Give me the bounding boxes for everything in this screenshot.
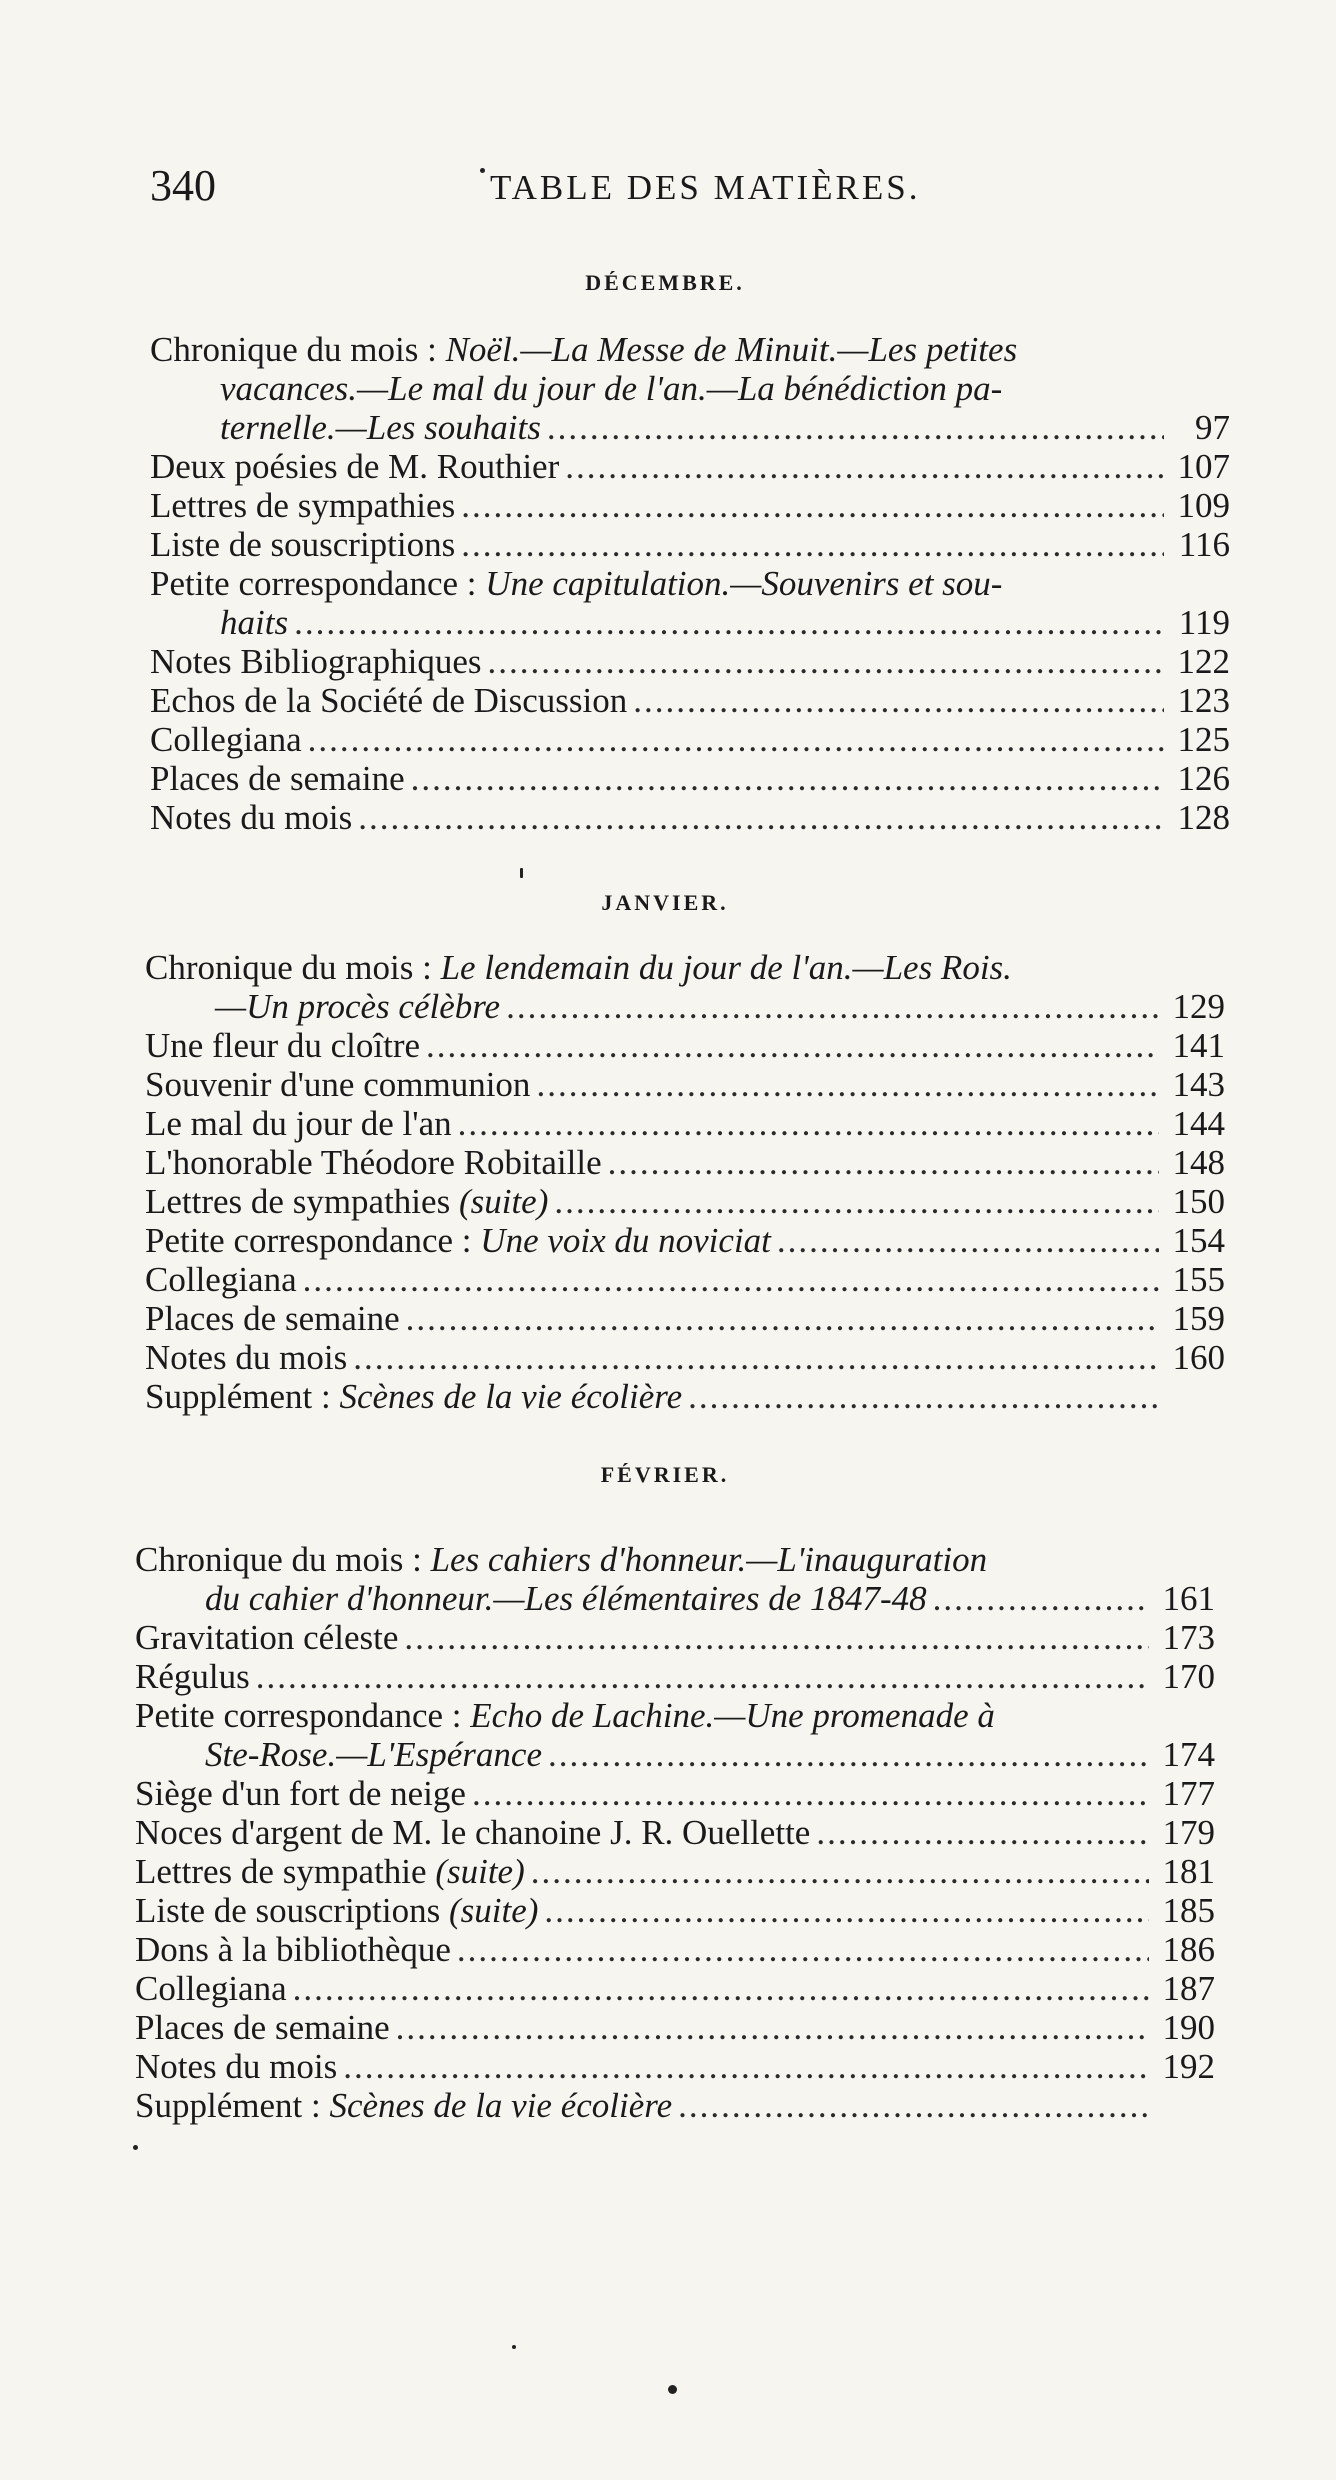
entry-subject: Une capitulation.—Souvenirs et sou- [485,564,1003,603]
entry-subject: Ste-Rose.—L'Espérance [205,1735,542,1774]
entry-label [150,798,352,837]
entry-page-number: 187 [1162,1969,1215,2008]
entry-label [145,1338,347,1377]
leader-dots [688,1377,1159,1416]
entry-subject: Echo de Lachine.—Une promenade à [470,1696,995,1735]
leader-dots [554,1182,1159,1221]
toc-entry [135,1969,1215,2008]
ink-speck [480,168,485,173]
entry-subject: (suite) [449,1891,539,1930]
entry-label [145,1026,420,1065]
toc-entry-continuation [135,1579,1215,1618]
entry-subject: du cahier d'honneur.—Les élémentaires de 1847-48 [205,1579,927,1618]
toc-entry [135,2086,1215,2125]
entry-page-number: 185 [1162,1891,1215,1930]
entry-label [135,1852,525,1891]
toc-entry [145,1104,1225,1143]
leader-dots [531,1852,1149,1891]
entry-subject: (suite) [458,1182,549,1221]
leader-dots [308,720,1164,759]
entry-page-number: 143 [1172,1065,1225,1104]
ink-speck [668,2385,677,2394]
toc-entry [135,2008,1215,2047]
entry-lead: Places de semaine [145,1299,400,1338]
toc-entry [150,642,1230,681]
entry-label [150,759,405,798]
toc-entry [150,564,1230,603]
toc-entry [150,798,1230,837]
toc-entry [145,1299,1225,1338]
toc-entry [145,1338,1225,1377]
entry-label [150,642,482,681]
entry-lead: L'honorable Théodore Robitaille [145,1143,602,1182]
leader-dots [777,1221,1159,1260]
entry-lead: Places de semaine [135,2008,390,2047]
leader-dots [544,1891,1149,1930]
entry-subject: Scènes de la vie écolière [329,2086,673,2125]
page-header [150,160,1230,220]
toc-entry [145,1260,1225,1299]
entry-lead: Deux poésies de M. Routhier [150,447,560,486]
leader-dots [406,1299,1159,1338]
section-heading-janvier: JANVIER. [601,890,729,915]
toc-decembre [150,330,1230,837]
entry-label [135,1930,451,1969]
entry-label [145,1260,297,1299]
entry-page-number: 125 [1177,720,1230,759]
toc-fevrier [135,1540,1215,2125]
entry-lead: Supplément : [135,2086,330,2125]
entry-page-number: 126 [1177,759,1230,798]
toc-entry [150,681,1230,720]
entry-lead: Echos de la Société de Discussion [150,681,628,720]
entry-label [135,1657,250,1696]
toc-entry-continuation [145,987,1225,1026]
entry-page-number: 116 [1178,525,1230,564]
leader-dots [457,1930,1149,1969]
entry-subject: Le lendemain du jour de l'an.—Les Rois. [440,948,1012,987]
entry-label [150,720,302,759]
entry-label [145,1377,682,1416]
toc-entry [135,1930,1215,1969]
entry-label [145,948,1012,987]
entry-subject: (suite) [435,1852,525,1891]
page-number: 340 [150,161,216,210]
entry-label [135,1891,538,1930]
entry-page-number: 150 [1172,1182,1225,1221]
entry-lead: Collegiana [150,720,302,759]
entry-lead: Une fleur du cloître [145,1026,421,1065]
entry-page-number: 177 [1162,1774,1215,1813]
entry-page-number: 179 [1162,1813,1215,1852]
leader-dots [536,1065,1159,1104]
leader-dots [608,1143,1159,1182]
leader-dots [293,1969,1149,2008]
entry-subject: Les cahiers d'honneur.—L'inauguration [430,1540,988,1579]
entry-page-number: 148 [1172,1143,1225,1182]
entry-lead: Notes du mois [150,798,353,837]
leader-dots [396,2008,1149,2047]
entry-label [135,2086,672,2125]
toc-entry-continuation [150,369,1230,408]
running-title: TABLE DES MATIÈRES. [490,168,921,207]
entry-page-number: 97 [1195,408,1230,447]
entry-label [135,2008,390,2047]
entry-subject: Noël.—La Messe de Minuit.—Les petites [445,330,1018,369]
entry-lead: Places de semaine [150,759,405,798]
entry-lead: Notes Bibliographiques [150,642,482,681]
entry-label [135,1774,466,1813]
entry-label [150,564,1002,603]
entry-label [135,2047,337,2086]
toc-entry [150,330,1230,369]
entry-page-number: 144 [1172,1104,1225,1143]
entry-page-number: 190 [1162,2008,1215,2047]
toc-entry-continuation [150,408,1230,447]
toc-entry [135,1852,1215,1891]
leader-dots [565,447,1164,486]
entry-page-number: 122 [1177,642,1230,681]
entry-page-number: 123 [1177,681,1230,720]
entry-page-number: 107 [1177,447,1230,486]
entry-lead: Liste de souscriptions [150,525,456,564]
section-heading-fevrier: FÉVRIER. [600,1462,730,1487]
toc-entry [150,486,1230,525]
leader-dots [404,1618,1149,1657]
entry-page-number: 170 [1162,1657,1215,1696]
toc-entry [135,1774,1215,1813]
entry-subject: Une voix du noviciat [480,1221,771,1260]
entry-lead: Chronique du mois : [150,330,446,369]
entry-label [145,1065,530,1104]
entry-lead: Souvenir d'une communion [145,1065,531,1104]
leader-dots [458,1104,1159,1143]
entry-lead: Notes du mois [145,1338,348,1377]
leader-dots [548,1735,1149,1774]
toc-entry [135,2047,1215,2086]
entry-lead: Chronique du mois : [135,1540,431,1579]
entry-label [145,1221,771,1260]
toc-entry [145,1221,1225,1260]
toc-entry-continuation [150,603,1230,642]
entry-page-number: 141 [1172,1026,1225,1065]
entry-page-number: 128 [1177,798,1230,837]
entry-page-number: 154 [1172,1221,1225,1260]
toc-entry [150,720,1230,759]
entry-page-number: 160 [1172,1338,1225,1377]
toc-entry [145,948,1225,987]
leader-dots [547,408,1164,447]
leader-dots [353,1338,1159,1377]
entry-subject: Scènes de la vie écolière [339,1377,683,1416]
entry-subject: vacances.—Le mal du jour de l'an.—La bénédiction pa- [220,369,1003,408]
toc-janvier [145,948,1225,1416]
entry-lead: Petite correspondance : [145,1221,481,1260]
entry-label [145,1104,452,1143]
entry-lead: Noces d'argent de M. le chanoine J. R. Ouellette [135,1813,811,1852]
leader-dots [678,2086,1149,2125]
entry-lead: Petite correspondance : [135,1696,471,1735]
entry-lead: Liste de souscriptions [135,1891,449,1930]
entry-label [145,1299,400,1338]
entry-subject: ternelle.—Les souhaits [220,408,541,447]
entry-lead: Supplément : [145,1377,340,1416]
toc-entry [145,1377,1225,1416]
entry-lead: Collegiana [135,1969,287,2008]
entry-lead: Lettres de sympathies [145,1182,459,1221]
ink-speck [512,2345,516,2349]
toc-entry [145,1143,1225,1182]
entry-label [145,1143,602,1182]
entry-label [135,1696,995,1735]
entry-page-number: 155 [1172,1260,1225,1299]
entry-lead: Le mal du jour de l'an [145,1104,452,1143]
toc-entry [150,525,1230,564]
entry-label [135,1618,398,1657]
entry-label [135,1540,987,1579]
toc-entry [135,1657,1215,1696]
ink-speck [133,2145,138,2150]
entry-page-number: 159 [1172,1299,1225,1338]
toc-entry [145,1065,1225,1104]
leader-dots [343,2047,1149,2086]
toc-entry [145,1182,1225,1221]
entry-lead: Petite correspondance : [150,564,486,603]
toc-entry-continuation [135,1735,1215,1774]
entry-lead: Chronique du mois : [145,948,441,987]
toc-entry [135,1891,1215,1930]
entry-page-number: 129 [1172,987,1225,1026]
entry-page-number: 161 [1162,1579,1215,1618]
entry-page-number: 119 [1178,603,1230,642]
entry-label [150,330,1017,369]
leader-dots [633,681,1164,720]
entry-page-number: 174 [1162,1735,1215,1774]
leader-dots [816,1813,1149,1852]
toc-entry [135,1618,1215,1657]
entry-subject: —Un procès célèbre [215,987,501,1026]
entry-label [150,486,455,525]
leader-dots [506,987,1159,1026]
entry-label [150,681,627,720]
entry-subject: haits [220,603,289,642]
entry-lead: Régulus [135,1657,250,1696]
entry-lead: Gravitation céleste [135,1618,399,1657]
toc-entry [135,1813,1215,1852]
entry-lead: Notes du mois [135,2047,338,2086]
ink-speck [520,868,523,878]
leader-dots [426,1026,1159,1065]
entry-label [135,1813,810,1852]
leader-dots [488,642,1165,681]
entry-label [135,1969,287,2008]
entry-page-number: 173 [1162,1618,1215,1657]
section-heading-decembre: DÉCEMBRE. [585,270,745,295]
entry-page-number: 192 [1162,2047,1215,2086]
leader-dots [933,1579,1149,1618]
entry-label [145,1182,548,1221]
toc-entry [135,1540,1215,1579]
entry-lead: Lettres de sympathie [135,1852,436,1891]
entry-lead: Lettres de sympathies [150,486,456,525]
leader-dots [461,486,1164,525]
leader-dots [461,525,1164,564]
entry-label [150,447,559,486]
entry-page-number: 186 [1162,1930,1215,1969]
leader-dots [411,759,1164,798]
entry-label [150,525,455,564]
leader-dots [358,798,1164,837]
leader-dots [472,1774,1149,1813]
leader-dots [303,1260,1159,1299]
leader-dots [294,603,1164,642]
entry-page-number: 109 [1177,486,1230,525]
toc-entry [135,1696,1215,1735]
entry-lead: Dons à la bibliothèque [135,1930,451,1969]
entry-page-number: 181 [1162,1852,1215,1891]
toc-entry [145,1026,1225,1065]
toc-entry [150,759,1230,798]
entry-lead: Collegiana [145,1260,297,1299]
leader-dots [256,1657,1149,1696]
toc-entry [150,447,1230,486]
entry-lead: Siège d'un fort de neige [135,1774,466,1813]
